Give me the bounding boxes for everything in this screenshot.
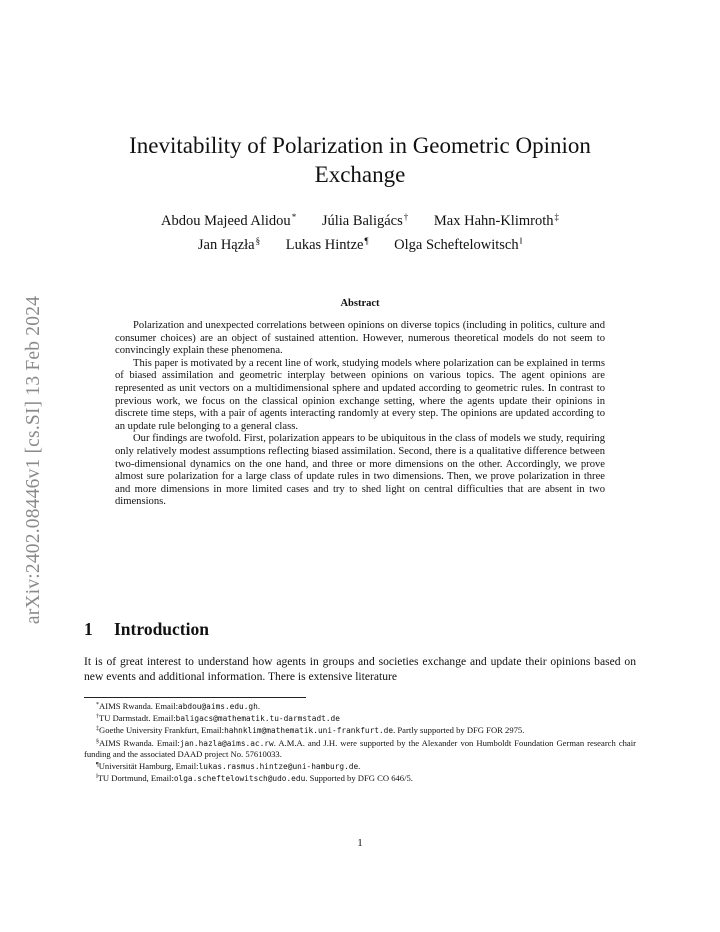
arxiv-identifier-text: arXiv:2402.08446v1 [cs.SI] 13 Feb 2024 [23,295,44,625]
footnote: ‡Goethe University Frankfurt, Email:hahnklim@mathematik.uni-frankfurt.de. Partly supported by DFG FOR 2975. [96,725,525,736]
author: Jan Hązła§ [197,236,261,253]
page-number: 1 [357,837,363,849]
footnote: §AIMS Rwanda. Email:jan.hazla@aims.ac.rw. A.M.A. and J.H. were supported by the Alexander von Humboldt Foundation German research chair funding and the associated DAAD project No. 57610033. [84,737,637,759]
abstract-heading: Abstract [340,298,380,309]
author: Júlia Baligács† [321,212,409,229]
abstract-paragraph: This paper is motivated by a recent line of work, studying models where polarization can be explained in terms of biased assimilation and geometric interplay between opinions on various topics. The agent opinions are represented as unit vectors on a multidimensional sphere and updated according to geometric rules. In contrast to previous work, we focus on the classical opinion exchange setting, where the agents update their opinions in discrete time steps, with a pair of agents interacting randomly at every step. The opinions are updated according to an update rule belonging to a general class. [115,357,605,432]
paper-title-line-1: Inevitability of Polarization in Geometric Opinion [129,133,591,158]
section-title: Introduction [114,619,209,639]
footnotes [84,700,636,784]
paper-title-line-2: Exchange [314,162,406,187]
section-number: 1 [84,619,93,639]
footnote: *AIMS Rwanda. Email:abdou@aims.edu.gh. [96,701,260,711]
author-row-1 [84,207,636,231]
author: Abdou Majeed Alidou* [161,212,297,229]
footnote-rule [84,697,306,698]
intro-paragraph: It is of great interest to understand how agents in groups and societies exchange and update their opinions based on new events and additional information. There is extensive literature [84,655,636,683]
abstract-paragraph: Polarization and unexpected correlations between opinions on diverse topics (including in politics, culture and consumer choices) are an object of sustained attention. However, numerous theoretical models do not seem to convincingly explain these phenomena. [115,320,605,357]
paper-title [84,131,636,189]
email-link[interactable]: lukas.rasmus.hintze@uni-hamburg.de [198,762,359,772]
author-row-2 [84,231,636,255]
email-link[interactable]: abdou@aims.edu.gh [178,702,258,711]
email-link[interactable]: olga.scheftelowitsch@udo.edu [173,774,306,784]
section-heading-introduction [84,619,636,640]
email-link[interactable]: hahnklim@mathematik.uni-frankfurt.de [224,726,394,736]
footnote: ¶Universität Hamburg, Email:lukas.rasmus.hintze@uni-hamburg.de. [96,761,361,772]
introduction-text [84,654,636,684]
email-link[interactable]: baligacs@mathematik.tu-darmstadt.de [175,714,340,724]
author: Lukas Hintze¶ [285,236,369,253]
abstract-body [115,320,605,509]
email-link[interactable]: jan.hazla@aims.ac.rw [179,738,274,748]
footnote: ‖TU Dortmund, Email:olga.scheftelowitsch@udo.edu. Supported by DFG CO 646/5. [96,773,413,784]
footnote: †TU Darmstadt. Email:baligacs@mathematik.tu-darmstadt.de [96,713,340,724]
arxiv-identifier [20,260,48,660]
author-list [84,207,636,255]
author: Olga Scheftelowitsch‖ [394,236,523,253]
abstract-paragraph: Our findings are twofold. First, polarization appears to be ubiquitous in the class of models we study, requiring only relatively modest assumptions reflecting biased assimilation. Second, there is a qualitative difference between two-dimensional dynamics on the one hand, and three or more dimensions on the other. Accordingly, we prove almost sure polarization for a large class of update rules in two dimensions. Then, we prove polarization in three and more dimensions in more limited cases and try to shed light on central difficulties that are absent in two dimensions. [115,433,605,508]
author: Max Hahn-Klimroth‡ [433,212,559,229]
